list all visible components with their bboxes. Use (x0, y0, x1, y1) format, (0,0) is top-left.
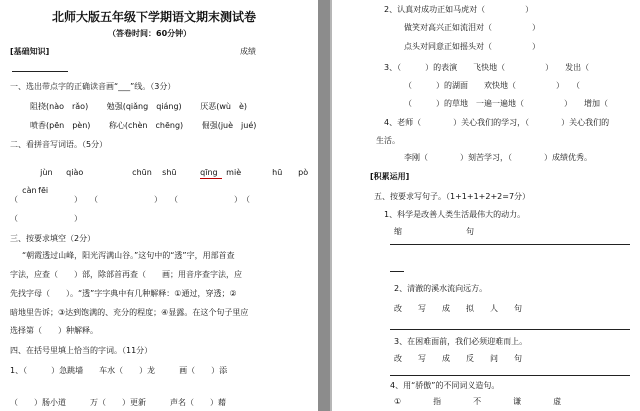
r-line-2: 做笑对高兴正如流泪对（ ） (404, 23, 540, 32)
q3-line-1: “朝霞透过山峰，阳光泻满山谷。”这句中的“透”字，用部首查 (22, 251, 235, 260)
q5-prompt: 五、按要求写句子。（1+1+1+2+2=7分） (374, 192, 531, 201)
r-line-6: （ ）的草地 一遍一遍地（ ） 增加（ (404, 99, 624, 108)
r-line-9: 李刚（ ）刻苦学习，（ ）成绩优秀。 (404, 153, 592, 162)
pinyin-syllable: chūn (132, 168, 152, 177)
r-line-5: （ ）的湖面 欢快地（ ） （ (404, 81, 604, 90)
q2-answer-brackets-1: （ ） （ ） （ ） （ (10, 195, 250, 204)
q4-prompt: 四、在括号里填上恰当的字词。（11分） (10, 346, 153, 355)
q3-line-2: 字法，应查（ ）部，除部首再查（ 画；用音序查字法，应 (10, 270, 242, 279)
pinyin-syllable: shū (162, 168, 177, 177)
r-line-7: 4、老师（ ）关心我们的学习，（ ）关心我们的 (384, 118, 610, 127)
q4-line-1: 1、（ ）急跳墙 车水（ ）龙 画（ ）添 (10, 366, 228, 375)
answer-line (390, 329, 630, 330)
r-line-13: 改 写 成 拟 人 句 (394, 304, 522, 313)
pinyin-row-1 (30, 158, 312, 189)
exam-title: 北师大版五年级下学期语文期末测试卷 (52, 10, 257, 24)
q1-row-2: 喷香(pēn pèn) 称心(chèn chēng) 倔强(juè jué) (30, 121, 257, 130)
r-line-4: 3、（ ）的表演 飞快地（ ） 发出（ (384, 63, 606, 72)
pinyin-syllable: fēi (38, 186, 49, 195)
r-line-1: 2、认真对成功正如马虎对（ ） (384, 5, 534, 14)
pinyin-syllable: qiào (66, 168, 84, 177)
q3-line-4: 暗地里告诉；③达到饱满的、充分的程度；④显露。在这个句子里应 (10, 308, 249, 317)
exam-page-right (332, 0, 640, 411)
answer-line (390, 375, 630, 376)
pinyin-syllable: pò (298, 168, 309, 177)
q3-line-5: 选择第（ ）种解释。 (10, 326, 98, 335)
answer-line (390, 244, 630, 245)
answer-line (390, 271, 404, 272)
q1-prompt: 一、选出带点字的正确读音画“___”线。（3分） (10, 82, 176, 91)
q1-row-1: 阻挠(nào rǎo) 勉强(qiǎng qiáng) 厌恶(wù è) (30, 102, 248, 111)
pinyin-syllable: càn (22, 186, 37, 195)
q2-answer-brackets-2: （ ） (10, 214, 82, 223)
exam-page-left (0, 0, 318, 411)
score-label: 成绩 (240, 47, 256, 56)
r-line-10: 1、科学是改善人类生活最伟大的动力。 (384, 210, 526, 219)
q4-line-2: （ ）肠小道 万（ ）更新 声名（ ）藉 (10, 398, 226, 407)
r-line-8: 生活。 (376, 136, 400, 145)
r-line-15: 改 写 成 反 问 句 (394, 354, 522, 363)
pinyin-syllable: hū (272, 168, 283, 177)
r-line-12: 2、清澈的溪水流向远方。 (394, 284, 488, 293)
pinyin-syllable: qīng (200, 168, 222, 179)
r-line-14: 3、在困难面前，我们必须迎难而上。 (394, 337, 528, 346)
pinyin-syllable: jùn (40, 168, 53, 177)
section-basic-heading: [基础知识] (10, 47, 50, 56)
r-line-16: 4、用“骄傲”的不同词义造句。 (390, 381, 500, 390)
q3-prompt: 三、按要求填空（2分） (10, 234, 96, 243)
name-underline (12, 71, 68, 72)
r-line-17: ① 指 不 谦 虚 (394, 397, 562, 406)
pinyin-syllable: miè (226, 168, 242, 177)
r-line-3: 点头对同意正如摇头对（ ） (404, 42, 540, 51)
exam-subtitle: （答卷时间：60分钟） (108, 29, 192, 38)
q2-prompt: 二、看拼音写词语。（5分） (10, 140, 108, 149)
section-accum-heading: [积累运用] (370, 172, 410, 181)
q3-line-3: 先找字母（ ）。“透”字字典中有几种解释：①通过，穿透；② (10, 289, 237, 298)
r-line-11: 缩 句 (394, 227, 474, 236)
